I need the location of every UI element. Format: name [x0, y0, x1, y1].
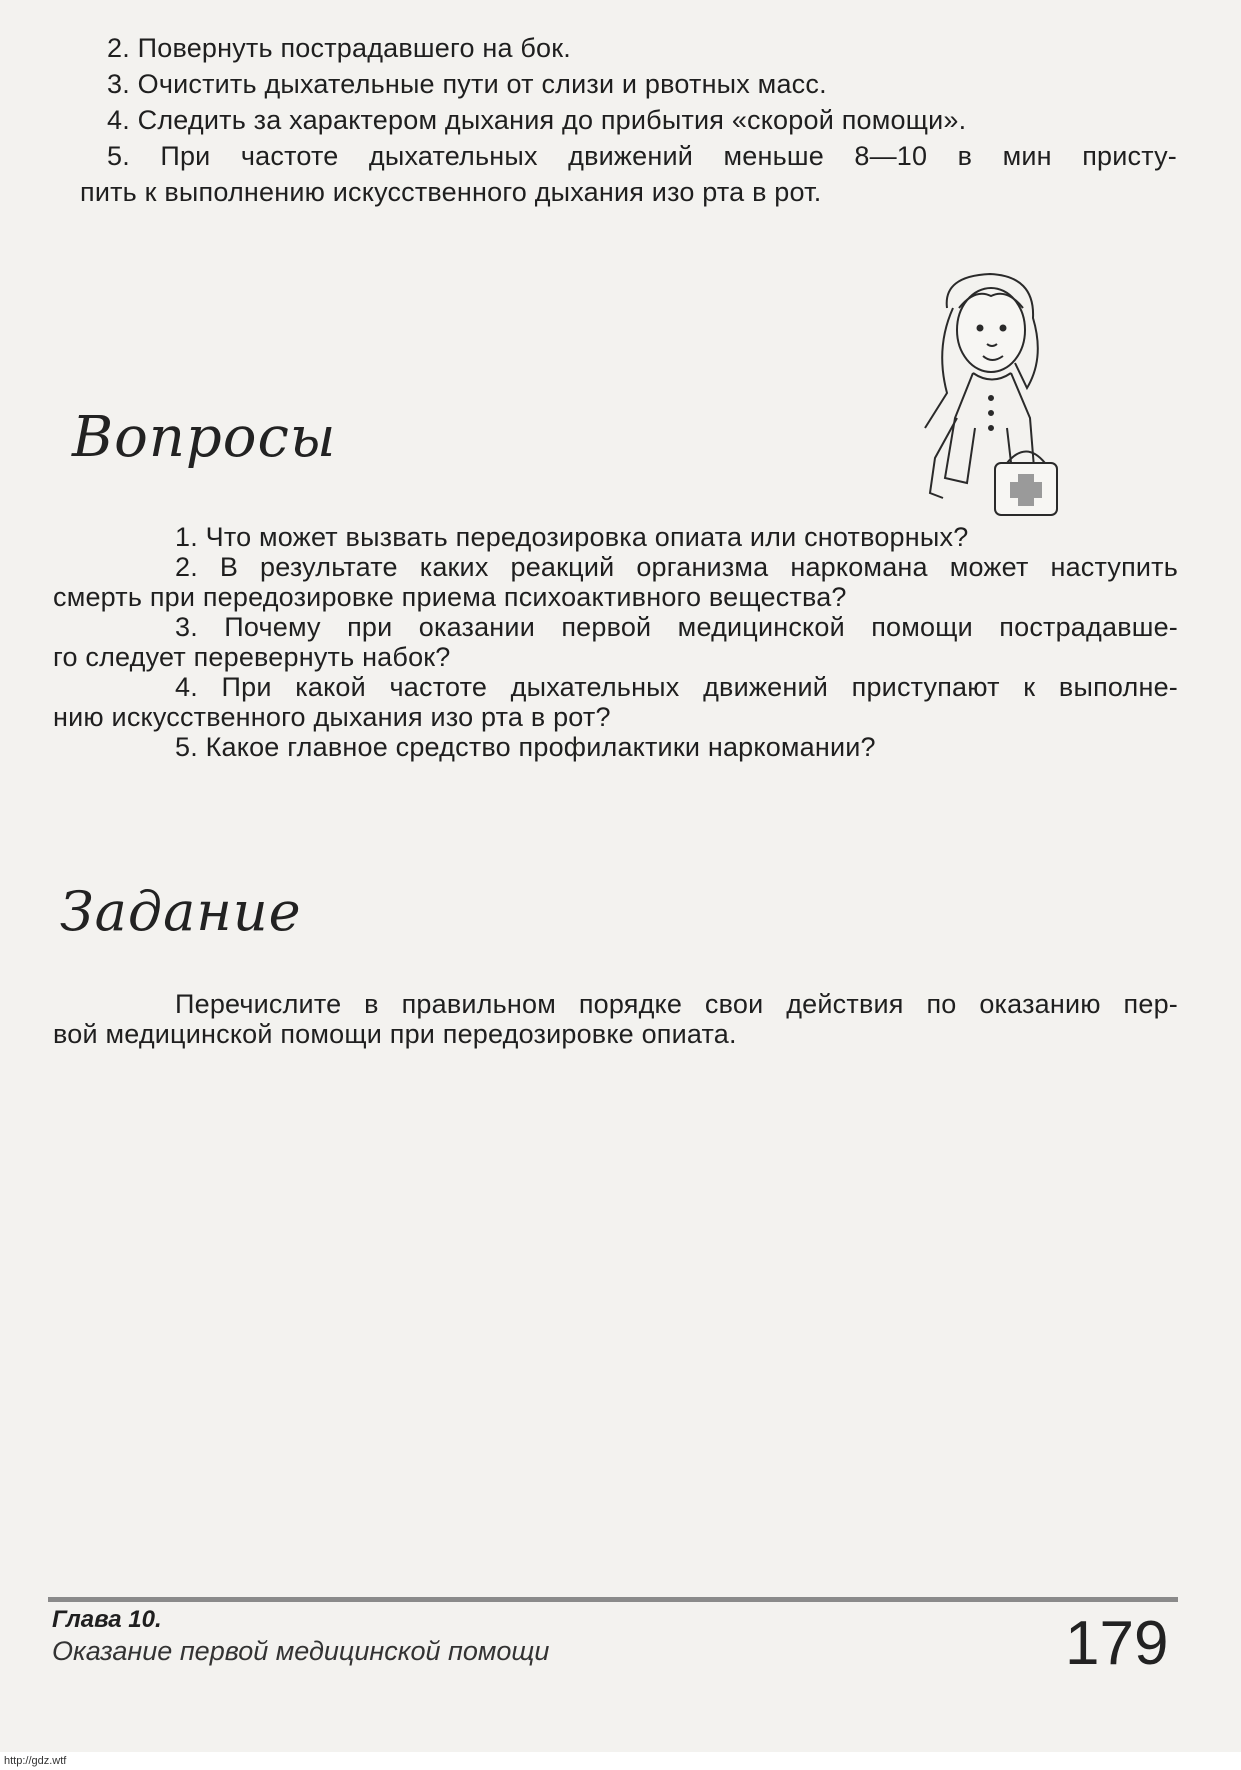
list-text: Следить за характером дыхания до прибытия «скорой помощи». — [137, 105, 967, 135]
question-text: Какое главное средство профилактики наркомании? — [205, 732, 876, 762]
question-text: Почему при оказании первой медицинской помощи пострадавше- — [224, 612, 1179, 642]
chapter-title: Оказание первой медицинской помощи — [52, 1636, 550, 1666]
watermark-link[interactable]: http://gdz.wtf — [4, 1755, 67, 1767]
list-number: 5. — [107, 141, 130, 171]
question-number: 4. — [175, 672, 198, 702]
question-text: В результате каких реакций организма наркомана может наступить — [219, 552, 1179, 582]
question-continuation: го следует перевернуть набок? — [53, 642, 451, 672]
list-item — [107, 139, 1177, 173]
question-item — [175, 670, 1178, 704]
list-item-continuation: пить к выполнению искусственного дыхания изо рта в рот. — [80, 177, 822, 207]
question-number: 5. — [175, 732, 198, 762]
task-text-line: вой медицинской помощи при передозировке опиата. — [53, 1019, 737, 1049]
task-text-line: Перечислите в правильном порядке свои действия по оказанию пер- — [175, 989, 1178, 1019]
question-number: 1. — [175, 522, 198, 552]
question-item — [175, 730, 876, 764]
list-text: Повернуть пострадавшего на бок. — [137, 33, 571, 63]
question-text: При какой частоте дыхательных движений приступают к выполне- — [221, 672, 1179, 702]
question-continuation: нию искусственного дыхания изо рта в рот? — [53, 702, 611, 732]
chapter-label: Глава 10. — [52, 1606, 162, 1633]
question-item — [175, 610, 1178, 644]
list-number: 4. — [107, 105, 130, 135]
list-item — [107, 103, 966, 137]
list-text: Очистить дыхательные пути от слизи и рвотных масс. — [137, 69, 827, 99]
footer-divider — [48, 1597, 1178, 1602]
list-item — [107, 31, 571, 65]
questions-heading: Вопросы — [72, 405, 337, 470]
list-text: При частоте дыхательных движений меньше 8—10 в мин присту- — [160, 141, 1177, 171]
nurse-girl-illustration — [895, 268, 1095, 533]
question-continuation: смерть при передозировке приема психоактивного вещества? — [53, 582, 847, 612]
list-number: 2. — [107, 33, 130, 63]
question-number: 3. — [175, 612, 198, 642]
list-item — [107, 67, 827, 101]
task-heading: Задание — [60, 880, 302, 943]
page-number: 179 — [1065, 1609, 1169, 1678]
question-number: 2. — [175, 552, 198, 582]
list-number: 3. — [107, 69, 130, 99]
question-item — [175, 520, 968, 554]
question-text: Что может вызвать передозировка опиата или снотворных? — [205, 522, 969, 552]
watermark-bar — [0, 1752, 1241, 1770]
question-item — [175, 550, 1178, 584]
